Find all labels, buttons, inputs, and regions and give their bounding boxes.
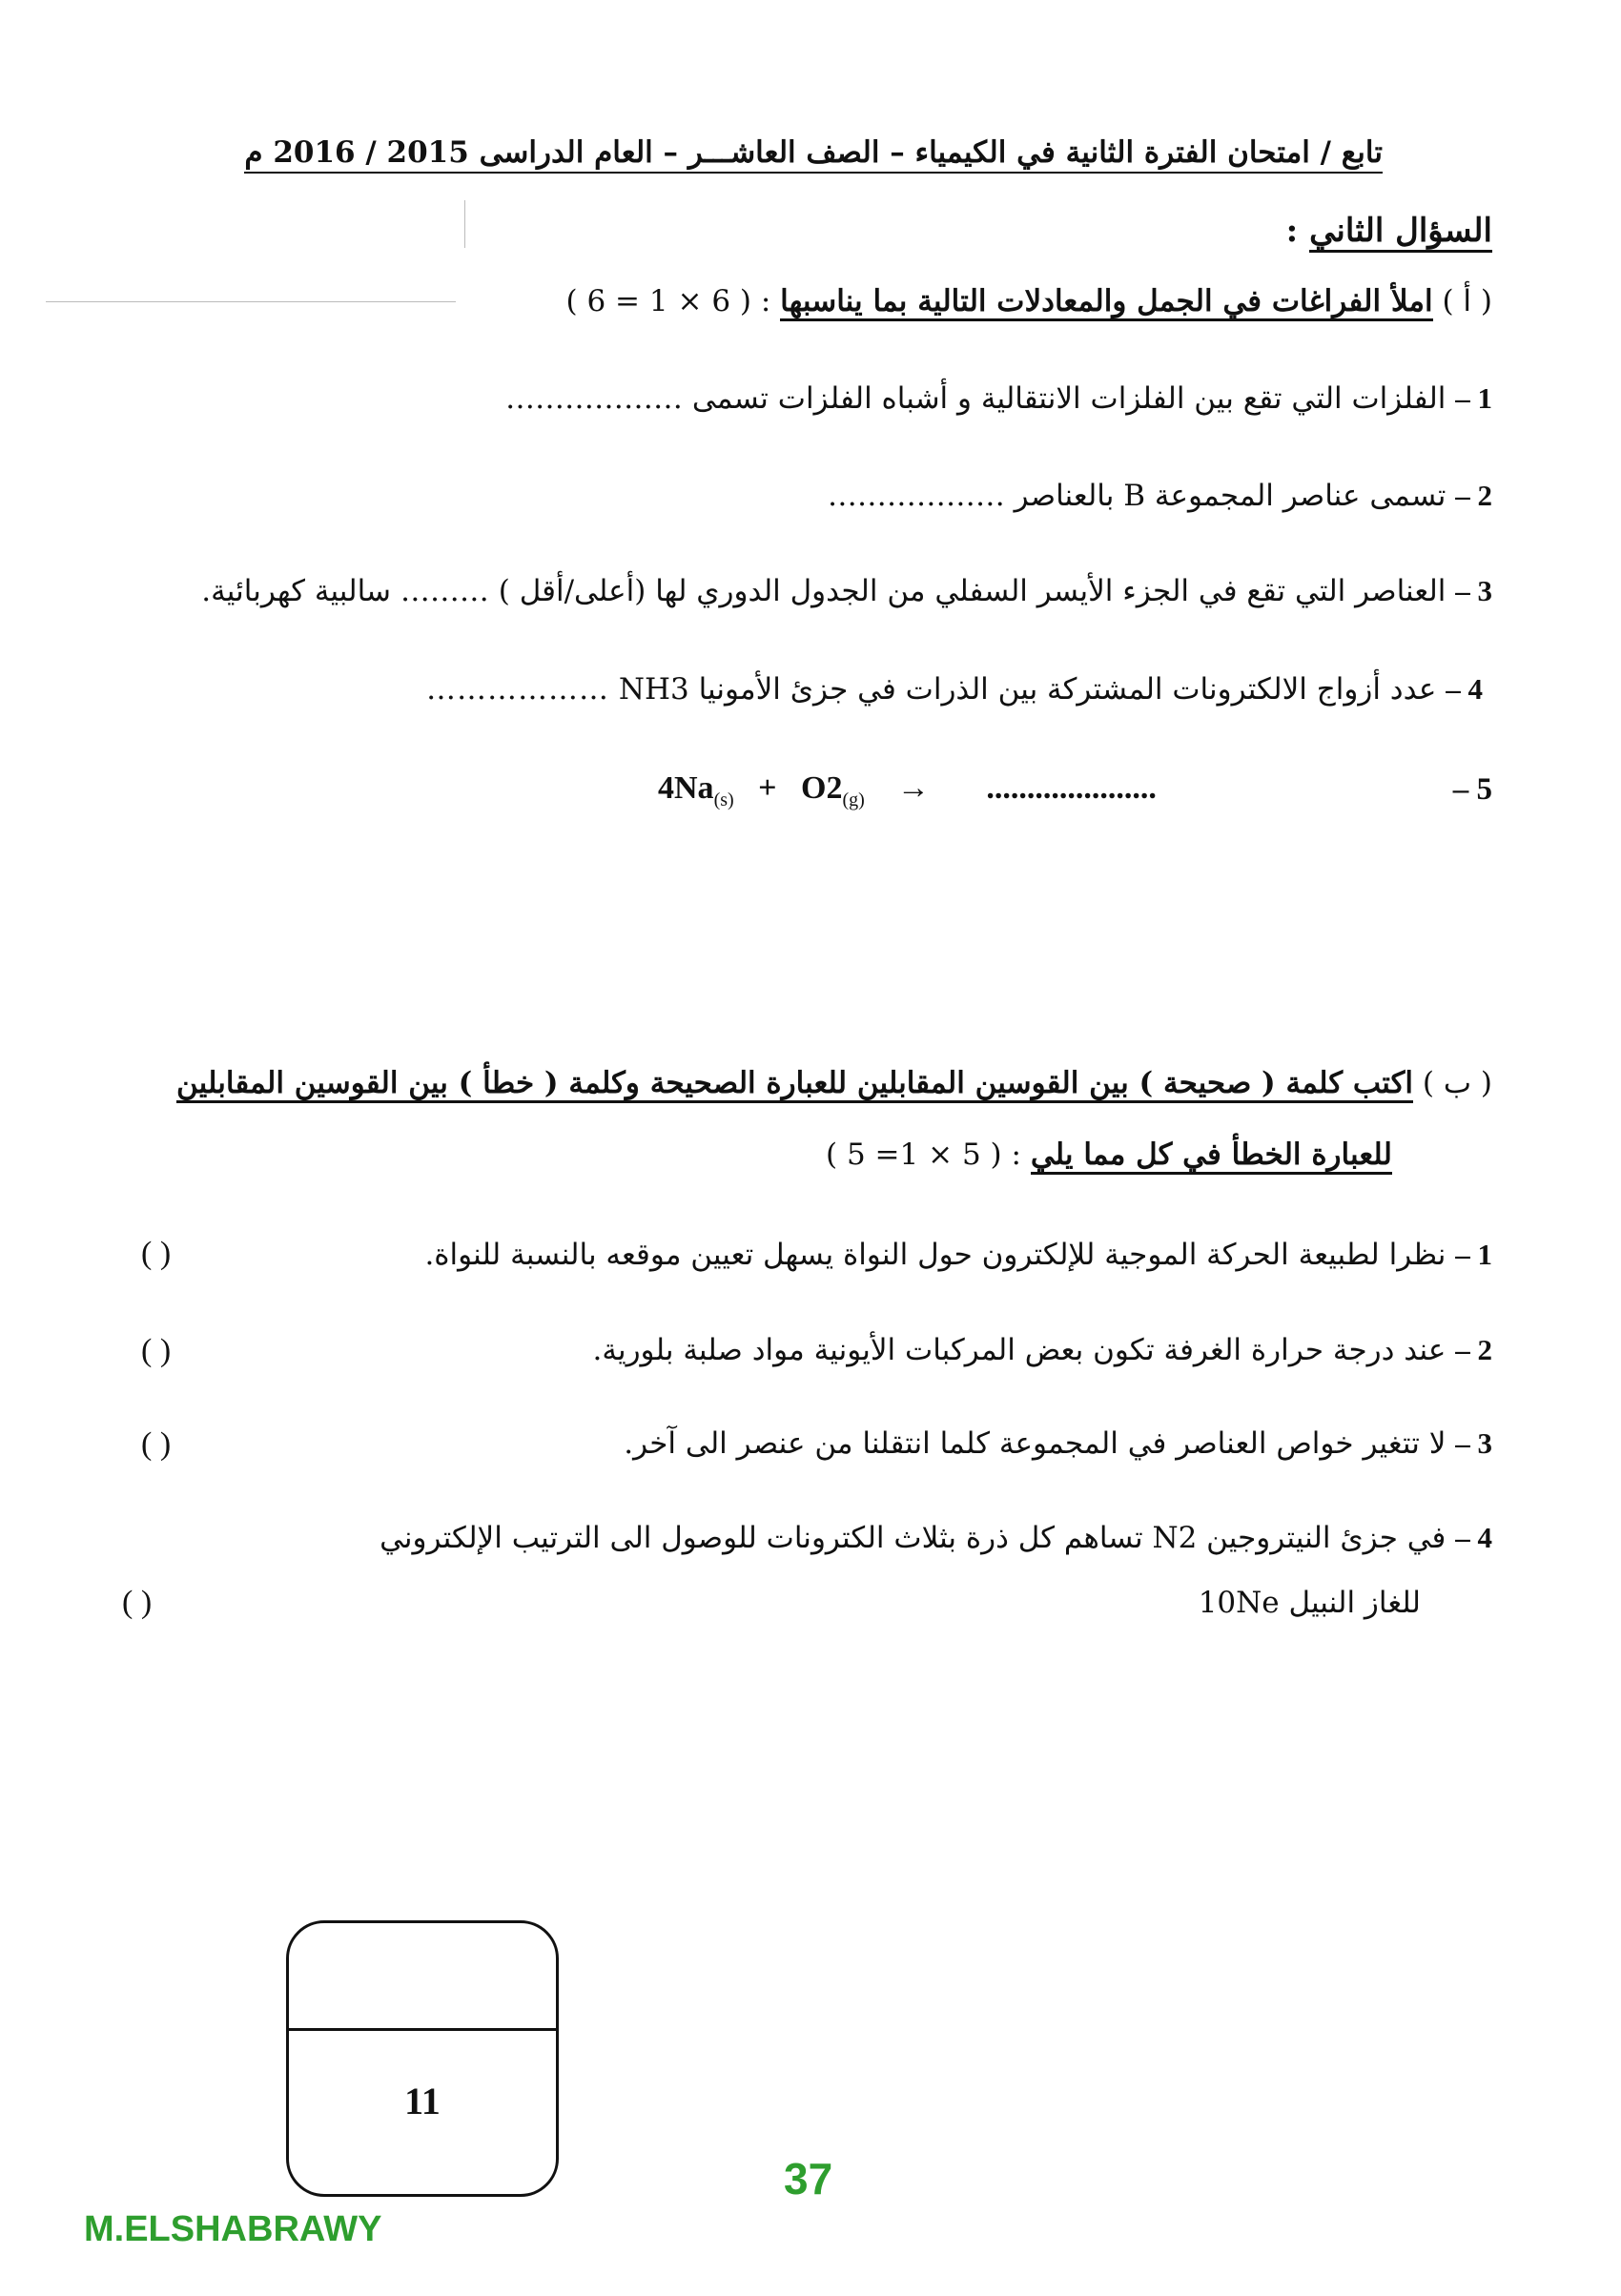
chemical-equation [658,770,1157,811]
equation-item-number: – 5 [1452,772,1492,807]
answer-blank[interactable]: ……… [400,574,489,608]
item-text: عدد أزواج الالكترونات المشتركة بين الذرات في جزئ الأمونيا NH3 [618,672,1437,707]
scan-artifact [46,301,456,302]
exam-header: تابع / امتحان الفترة الثانية في الكيمياء – الصف العاشـــر – العام الدراسى 2015 / 2016 م [244,135,1383,174]
section-a-marks: : ( 6 × 1 = 6 ) [565,284,771,318]
section-b-instruction-1: اكتب كلمة ( صحيحة ) بين القوسين المقابلين للعبارة الصحيحة وكلمة ( خطأ ) بين القوسين المقابلين [176,1066,1413,1103]
reactant-oxygen: O2 [801,770,843,806]
section-b-marks: : ( 5 × 1= 5 ) [826,1138,1021,1172]
arrow-icon: → [896,770,930,806]
answer-blank[interactable]: ……………… [425,672,609,707]
state-gas: (g) [842,789,865,810]
section-b-item-4-continued [1199,1586,1421,1620]
section-a-instruction: املأ الفراغات في الجمل والمعادلات التالية بما يناسبها [780,284,1432,321]
item-text-continued: للغاز النبيل 10Ne [1198,1586,1421,1620]
item-number: 4 – [1455,1521,1492,1554]
equation-blank[interactable]: ..................... [986,770,1157,806]
section-b-item-3 [624,1426,1492,1461]
answer-parentheses[interactable]: ( ) [141,1333,172,1368]
section-a-item-1 [505,381,1492,416]
section-b-header-line2 [826,1138,1392,1172]
item-number: 3 – [1455,574,1492,607]
answer-parentheses[interactable]: ( ) [141,1236,172,1271]
section-a-header [566,284,1492,318]
item-text: عند درجة حرارة الغرفة تكون بعض المركبات الأيونية مواد صلبة بلورية. [592,1333,1447,1367]
item-number: 2 – [1455,1333,1492,1366]
state-solid: (s) [713,789,734,810]
reactant-sodium: 4Na [658,770,714,806]
question-title [1286,212,1492,250]
item-text: الفلزات التي تقع بين الفلزات الانتقالية و أشباه الفلزات تسمى [691,381,1447,416]
item-number: 3 – [1455,1426,1492,1460]
score-value: 11 [404,2080,441,2122]
item-text: تسمى عناصر المجموعة B بالعناصر [1014,479,1447,513]
item-text: نظرا لطبيعة الحركة الموجية للإلكترون حول النواة يسهل تعيين موقعه بالنسبة للنواة. [424,1238,1447,1272]
item-number: 1 – [1455,1238,1492,1271]
item-number: 4 – [1446,672,1483,706]
section-b-header [176,1066,1492,1100]
answer-parentheses[interactable]: ( ) [141,1426,172,1462]
scan-artifact [464,200,465,248]
item-text: في جزئ النيتروجين N2 تساهم كل ذرة بثلاث الكترونات للوصول الى الترتيب الإلكتروني [380,1521,1447,1555]
answer-parentheses[interactable]: ( ) [122,1585,153,1620]
score-box-divider [289,2028,556,2031]
answer-blank[interactable]: ……………… [827,479,1005,513]
plus-sign: + [758,770,777,806]
item-tail: سالبية كهربائية. [201,574,392,608]
score-box [286,1920,559,2197]
section-a-item-4 [426,672,1483,707]
item-number: 1 – [1455,381,1492,415]
question-title-colon: : [1285,212,1299,250]
author-watermark: M.ELSHABRAWY [84,2209,382,2249]
section-b-instruction-2: للعبارة الخطأ في كل مما يلي [1031,1138,1392,1175]
section-a-item-2 [828,479,1492,513]
section-a-label: ( أ ) [1442,284,1492,318]
item-text: لا تتغير خواص العناصر في المجموعة كلما انتقلنا من عنصر الى آخر. [624,1426,1447,1461]
section-b-item-2 [592,1333,1492,1367]
answer-blank[interactable]: ……………… [505,381,684,416]
item-number: 2 – [1455,479,1492,512]
section-a-item-3 [201,574,1492,608]
page-number: 37 [784,2154,833,2204]
question-title-text: السؤال الثاني [1309,212,1492,253]
item-text: العناصر التي تقع في الجزء الأيسر السفلي من الجدول الدوري لها (أعلى/أقل ) [498,574,1447,608]
section-b-item-4 [380,1521,1492,1555]
section-b-item-1 [424,1238,1492,1272]
section-b-label: ( ب ) [1422,1066,1492,1100]
